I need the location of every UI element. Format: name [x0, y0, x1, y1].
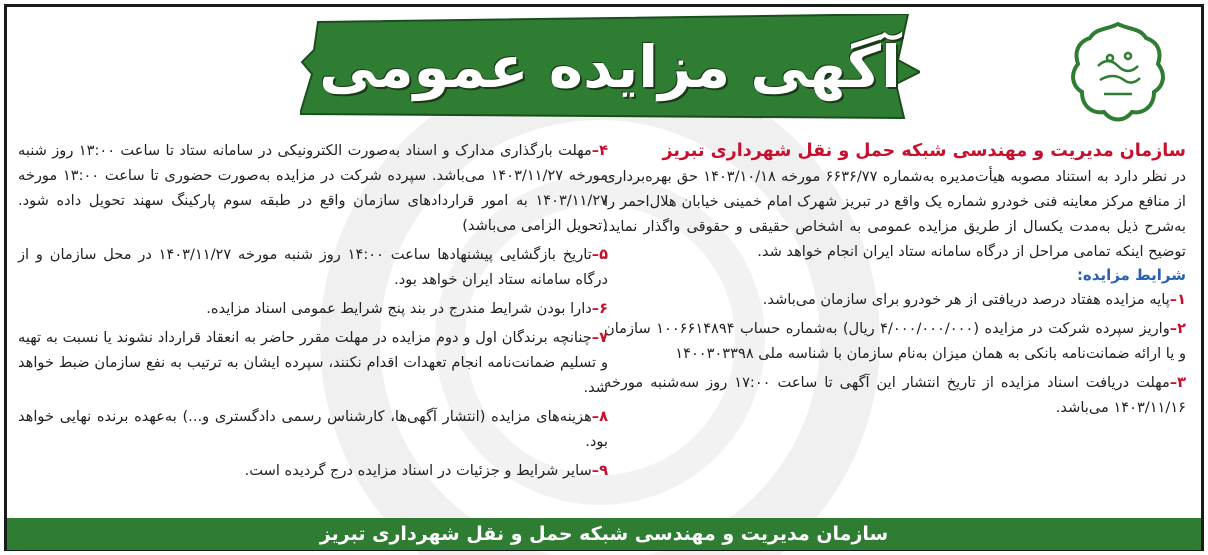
footer-organization-name: سازمان مدیریت و مهندسی شبکه حمل و نقل شهرداری تبریز — [319, 523, 889, 545]
item-text: مهلت بارگذاری مدارک و اسناد به‌صورت الکترونیکی در سامانه ستاد تا ساعت ۱۳:۰۰ روز شنبه مورخه ۱۴۰۳/۱۱/۲۷ می‌باشد. سپرده شرکت در مزایده به‌صورت حضوری تا ساعت ۱۳:۰۰ مورخه ۱۴۰۳/۱۱/۲۷ به امور قراردادهای سازمان واقع در طبقه سوم پارکینگ سهند تحویل داده شود. (تحویل الزامی می‌باشد) — [18, 142, 609, 234]
list-item — [18, 404, 608, 454]
item-text: تاریخ بازگشایی پیشنهادها ساعت ۱۴:۰۰ روز شنبه مورخه ۱۴۰۳/۱۱/۲۷ در محل سازمان و از درگاه سامانه ستاد ایران خواهد بود. — [18, 246, 608, 288]
right-column — [604, 138, 1186, 424]
item-text: چنانچه برندگان اول و دوم مزایده در مهلت مقرر حاضر به انعقاد قرارداد نشوند یا نسبت به تهیه و تسلیم ضمانت‌نامه انجام تعهدات اقدام نکنند، سپرده ایشان به ترتیب به نفع سازمان ضبط خواهد شد. — [18, 329, 608, 396]
left-column — [18, 138, 608, 487]
item-text: هزینه‌های مزایده (انتشار آگهی‌ها، کارشناس رسمی دادگستری و...) به‌عهده برنده نهایی خواهد بود. — [18, 408, 608, 450]
municipality-logo-icon — [1058, 16, 1178, 126]
page-title: آگهی مزایده عمومی — [319, 33, 901, 101]
list-item — [18, 325, 608, 400]
list-item — [604, 370, 1186, 420]
intro-paragraph: در نظر دارد به استناد مصوبه هیأت‌مدیره به‌شماره ۶۶۳۶/۷۷ مورخه ۱۴۰۳/۱۰/۱۸ حق بهره‌برداری از منافع مرکز معاینه فنی خودرو شماره یک واقع در تبریز شهرک امام خمینی خیابان هلال‌احمر را به‌شرح ذیل به‌مدت یکسال از طریق مزایده عمومی به اشخاص حقیقی و حقوقی واگذار نماید. توضیح اینکه تمامی مراحل از درگاه سامانه ستاد ایران انجام خواهد شد. — [604, 168, 1186, 260]
list-item — [18, 138, 608, 238]
item-number: ۵– — [591, 246, 608, 263]
item-text: پایه مزایده هفتاد درصد دریافتی از هر خودرو برای سازمان می‌باشد. — [762, 291, 1170, 308]
conditions-heading: شرایط مزایده: — [1076, 266, 1186, 284]
list-item — [604, 316, 1186, 366]
item-number: ۶– — [591, 300, 608, 317]
list-item — [604, 287, 1186, 312]
item-number: ۲– — [1169, 320, 1187, 337]
list-item — [18, 458, 608, 483]
list-item — [18, 296, 608, 321]
item-text: مهلت دریافت اسناد مزایده از تاریخ انتشار این آگهی تا ساعت ۱۷:۰۰ روز سه‌شنبه مورخه ۱۴۰۳/۱۱/۱۶ می‌باشد. — [604, 374, 1186, 416]
item-number: ۸– — [591, 408, 608, 425]
item-number: ۱– — [1169, 291, 1186, 308]
item-number: ۹– — [591, 462, 608, 479]
list-item — [18, 242, 608, 292]
item-number: ۳– — [1169, 374, 1186, 391]
item-number: ۷– — [591, 329, 608, 346]
item-text: سایر شرایط و جزئیات در اسناد مزایده درج گردیده است. — [244, 462, 592, 479]
item-text: دارا بودن شرایط مندرج در بند پنج شرایط عمومی اسناد مزایده. — [206, 300, 592, 317]
organization-heading: سازمان مدیریت و مهندسی شبکه حمل و نقل شهرداری تبریز — [662, 141, 1186, 161]
item-number: ۴– — [591, 142, 609, 159]
item-text: واریز سپرده شرکت در مزایده (۴/۰۰۰/۰۰۰/۰۰۰ ریال) به‌شماره حساب ۱۰۰۶۶۱۴۸۹۴ سازمان و یا ارائه ضمانت‌نامه بانکی به همان میزان به‌نام سازمان با شناسه ملی ۱۴۰۰۳۰۳۳۹۸ — [604, 320, 1186, 362]
